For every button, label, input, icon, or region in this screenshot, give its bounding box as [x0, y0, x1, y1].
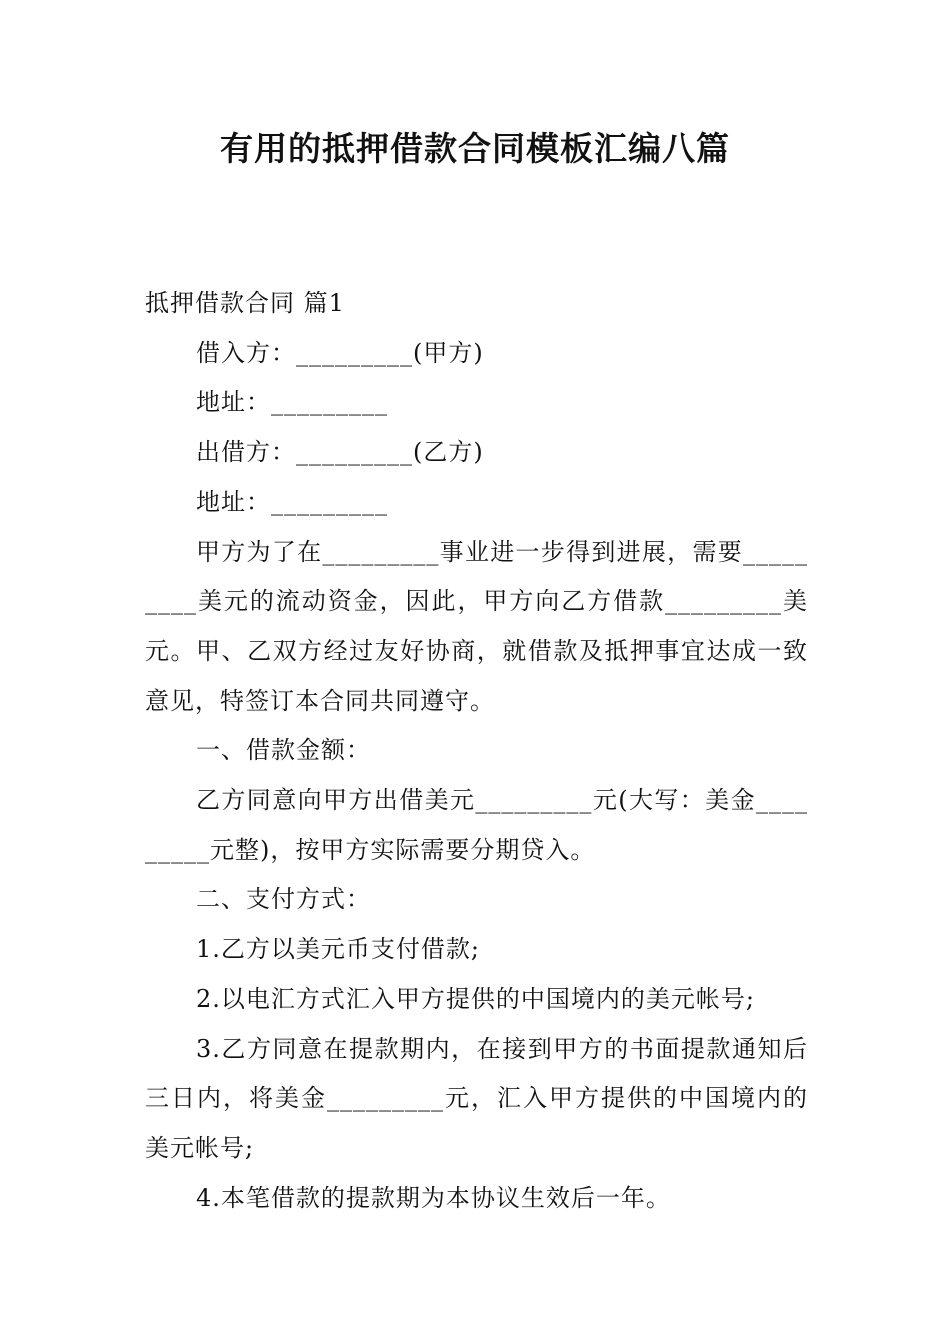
payment-item-4: 4.本笔借款的提款期为本协议生效后一年。	[196, 1183, 671, 1212]
borrower-line: 借入方：_________(甲方)	[196, 338, 484, 367]
clause-heading-payment-method: 二、支付方式：	[196, 885, 371, 914]
borrower-address-line: 地址：_________	[196, 388, 388, 417]
clause-heading-loan-amount: 一、借款金额：	[196, 736, 371, 765]
payment-item-3: 3.乙方同意在提款期内，在接到甲方的书面提款通知后三日内，将美金_________元，汇入甲方提供的中国境内的美元帐号;	[145, 1034, 808, 1162]
payment-item-2: 2.以电汇方式汇入甲方提供的中国境内的美元帐号;	[196, 984, 755, 1013]
loan-amount-paragraph: 乙方同意向甲方出借美元_________元(大写：美金_________元整)，按甲方实际需要分期贷入。	[145, 786, 808, 864]
contract-body	[145, 279, 808, 1223]
payment-item-1: 1.乙方以美元币支付借款;	[196, 935, 480, 964]
lender-address-line: 地址：_________	[196, 487, 388, 516]
section-title: 抵押借款合同 篇1	[145, 289, 345, 317]
lender-line: 出借方：_________(乙方)	[196, 438, 484, 467]
document-title: 有用的抵押借款合同模板汇编八篇	[220, 129, 730, 168]
preamble-paragraph: 甲方为了在_________事业进一步得到进展，需要_________美元的流动资金，因此，甲方向乙方借款_________美元。甲、乙双方经过友好协商，就借款及抵押事宜达成一致意见，特签订本合同共同遵守。	[145, 537, 808, 715]
